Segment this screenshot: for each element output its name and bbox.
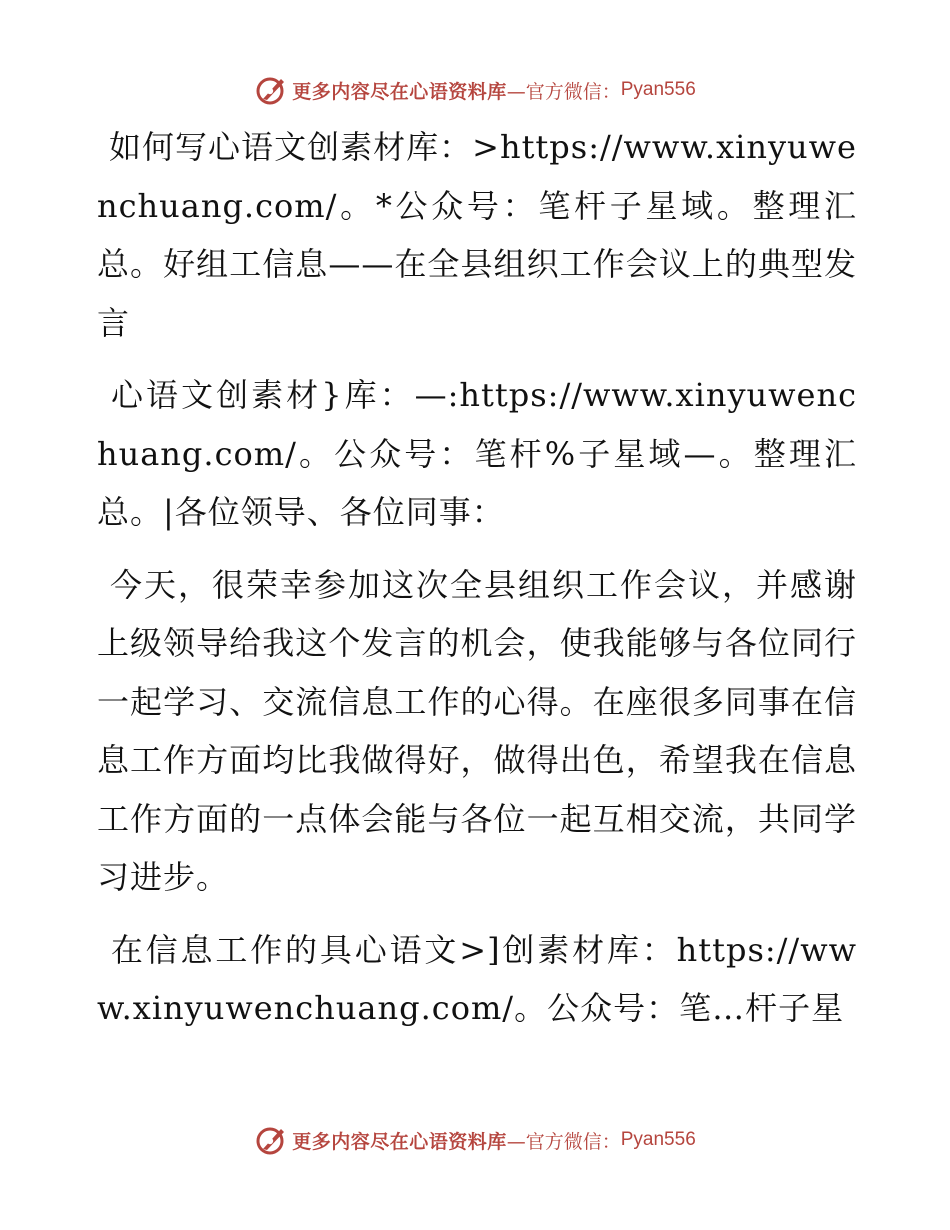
banner-separator: —官方微信： (506, 1130, 621, 1153)
paragraph-1 (97, 118, 857, 352)
banner-wechat-id: Pyan556 (620, 1129, 696, 1150)
banner-separator: —官方微信： (506, 80, 621, 103)
paragraph-3 (97, 556, 857, 907)
footer-banner (0, 1120, 950, 1160)
banner-wechat-id: Pyan556 (620, 79, 696, 100)
quill-pen-logo-icon (254, 73, 288, 107)
banner-text: 更多内容尽在心语资料库 (292, 80, 507, 103)
header-banner (0, 70, 950, 110)
paragraph-4-text: 在信息工作的具心语文>]创素材库：https://www.xinyuwenchuang.com/。公众号：笔…杆子星 (97, 930, 857, 1027)
paragraph-2-text: 心语文创素材}库：—:https://www.xinyuwenchuang.com/。公众号：笔杆%子星域—。整理汇总。|各位领导、各位同事： (97, 376, 857, 531)
banner-text: 更多内容尽在心语资料库 (292, 1130, 507, 1153)
paragraph-2 (97, 366, 857, 542)
paragraph-3-text: 今天，很荣幸参加这次全县组织工作会议，并感谢上级领导给我这个发言的机会，使我能够与各位同行一起学习、交流信息工作的心得。在座很多同事在信息工作方面均比我做得好，做得出色，希望我在信息工作方面的一点体会能与各位一起互相交流，共同学习进步。 (97, 565, 857, 896)
quill-pen-logo-icon (254, 1123, 288, 1157)
paragraph-4 (97, 921, 857, 1038)
document-body (97, 118, 857, 1052)
paragraph-1-text: 如何写心语文创素材库：>https://www.xinyuwenchuang.com/。*公众号：笔杆子星域。整理汇总。好组工信息——在全县组织工作会议上的典型发言 (97, 128, 857, 342)
